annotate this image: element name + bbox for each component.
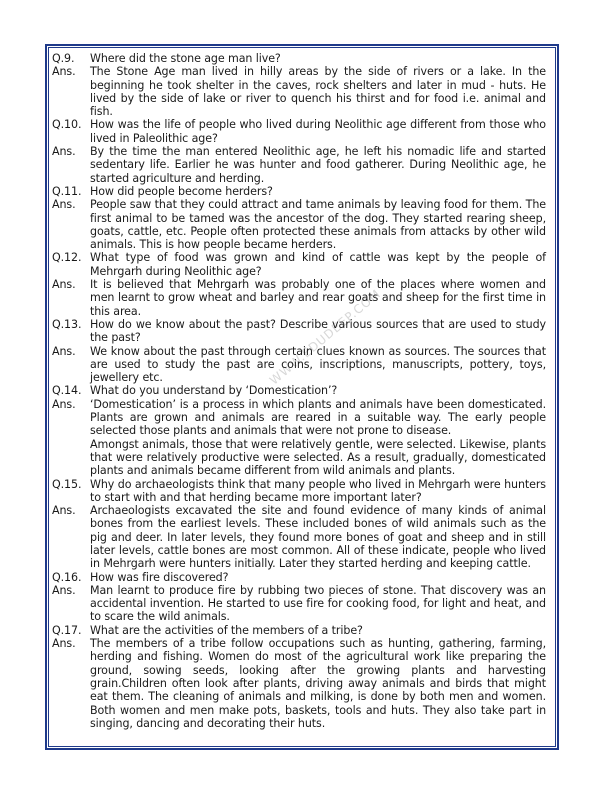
answer-label: Ans. xyxy=(52,637,76,651)
question-number: Q.11. xyxy=(52,184,82,198)
answer-text xyxy=(90,278,546,318)
question-text xyxy=(90,185,546,198)
paragraph: We know about the past through certain clues known as sources. The sources that are used to study the past are coins, inscriptions, manuscripts, pottery, toys, jewellery etc. xyxy=(90,344,546,385)
answer-text xyxy=(90,504,546,570)
answer-label: Ans. xyxy=(52,145,76,159)
question-number: Q.9. xyxy=(52,52,75,65)
paragraph: Man learnt to produce fire by rubbing two pieces of stone. That discovery was an accidental invention. He started to use fire for cooking food, for light and heat, and to scare the wild animals. xyxy=(90,583,546,624)
paragraph: What type of food was grown and kind of cattle was kept by the people of Mehrgarh during Neolithic age? xyxy=(90,251,546,278)
question-row xyxy=(52,251,546,278)
answer-row xyxy=(52,504,546,570)
question-text xyxy=(90,571,546,584)
answer-text xyxy=(90,65,546,118)
question-row xyxy=(52,571,546,584)
paragraph: What are the activities of the members of a tribe? xyxy=(90,623,363,637)
watermark: WWW.EDUDEEP.COM xyxy=(266,286,384,388)
question-row xyxy=(52,118,546,145)
answer-row xyxy=(52,198,546,251)
question-row xyxy=(52,478,546,505)
answer-text xyxy=(90,584,546,624)
answer-label: Ans. xyxy=(52,344,76,358)
answer-row xyxy=(52,398,546,478)
answer-label: Ans. xyxy=(52,278,76,292)
answer-label: Ans. xyxy=(52,65,76,79)
question-number: Q.13. xyxy=(52,317,82,331)
paragraph: By the time the man entered Neolithic age, he left his nomadic life and started sedentary life. Earlier he was hunter and food gatherer. During Neolithic age, he started agriculture and herding. xyxy=(90,145,546,185)
answer-row xyxy=(52,65,546,118)
paragraph: Why do archaeologists think that many people who lived in Mehrgarh were hunters to start with and that herding became more important later? xyxy=(90,477,546,504)
answer-row xyxy=(52,278,546,318)
question-number: Q.12. xyxy=(52,251,82,265)
question-text xyxy=(90,118,546,145)
paragraph: Amongst animals, those that were relatively gentle, were selected. Likewise, plants that were relatively productive were selected. As a result, gradually, domesticated plants and animals became different from wild animals and plants. xyxy=(90,437,546,478)
question-number: Q.10. xyxy=(52,118,82,132)
question-number: Q.15. xyxy=(52,477,82,491)
answer-row xyxy=(52,584,546,624)
answer-label: Ans. xyxy=(52,397,76,411)
answer-text xyxy=(90,345,546,385)
paragraph: How was fire discovered? xyxy=(90,570,229,584)
question-text xyxy=(90,624,546,637)
answer-row xyxy=(52,345,546,385)
question-text xyxy=(90,384,546,397)
question-row xyxy=(52,52,546,65)
answer-label: Ans. xyxy=(52,583,76,597)
question-row xyxy=(52,318,546,345)
answer-row xyxy=(52,637,546,730)
question-text xyxy=(90,52,546,65)
paragraph: People saw that they could attract and tame animals by leaving food for them. The first animal to be tamed was the ancestor of the dog. They started rearing sheep, goats, cattle, etc. People often protected these animals from attacks by other wild animals. This is how people became herders. xyxy=(90,198,546,252)
paragraph: The Stone Age man lived in hilly areas by the side of rivers or a lake. In the beginning he took shelter in the caves, rock shelters and later in mud - huts. He lived by the side of lake or river to quench his thirst and for food i.e. animal and fish. xyxy=(90,65,546,119)
answer-label: Ans. xyxy=(52,504,76,518)
question-text xyxy=(90,251,546,278)
answer-text xyxy=(90,145,546,185)
paragraph: How do we know about the past? Describe various sources that are used to study the past? xyxy=(90,317,546,345)
paragraph: It is believed that Mehrgarh was probably one of the places where women and men learnt to grow wheat and barley and rear goats and sheep for the first time in this area. xyxy=(90,278,546,318)
question-row xyxy=(52,185,546,198)
paragraph: Where did the stone age man live? xyxy=(90,52,281,65)
answer-text xyxy=(90,637,546,730)
question-row xyxy=(52,384,546,397)
paragraph: The members of a tribe follow occupations such as hunting, gathering, farming, herding and fishing. Women do most of the agricultural work like preparing the ground, sowing seeds, looking after the growing plants and harvesting grain.Children often look after plants, driving away animals and birds that might eat them. The cleaning of animals and milking, is done by both men and women. Both women and men make pots, baskets, tools and huts. They also take part in singing, dancing and decorating their huts. xyxy=(90,637,546,730)
paragraph: ‘Domestication’ is a process in which plants and animals have been domesticated. Plants are grown and animals are reared in a suitable way. The early people selected those plants and animals that were not prone to disease. xyxy=(90,397,546,438)
paragraph: Archaeologists excavated the site and found evidence of many kinds of animal bones from the earliest levels. These included bones of wild animals such as the pig and deer. In later levels, they found more bones of goat and sheep and in still later levels, cattle bones are most common. All of these indicate, people who lived in Mehrgarh were hunters initially. Later they started herding and keeping cattle. xyxy=(90,504,546,571)
paragraph: How did people become herders? xyxy=(90,184,273,198)
answer-row xyxy=(52,145,546,185)
answer-text xyxy=(90,198,546,251)
paragraph: What do you understand by ‘Domestication’? xyxy=(90,384,338,398)
question-row xyxy=(52,624,546,637)
question-number: Q.14. xyxy=(52,384,82,398)
qa-content xyxy=(52,52,546,730)
question-number: Q.17. xyxy=(52,623,82,637)
question-text xyxy=(90,478,546,505)
question-number: Q.16. xyxy=(52,570,82,584)
question-text xyxy=(90,318,546,345)
answer-text xyxy=(90,398,546,478)
paragraph: How was the life of people who lived during Neolithic age different from those who lived in Paleolithic age? xyxy=(90,118,546,145)
answer-label: Ans. xyxy=(52,198,76,212)
